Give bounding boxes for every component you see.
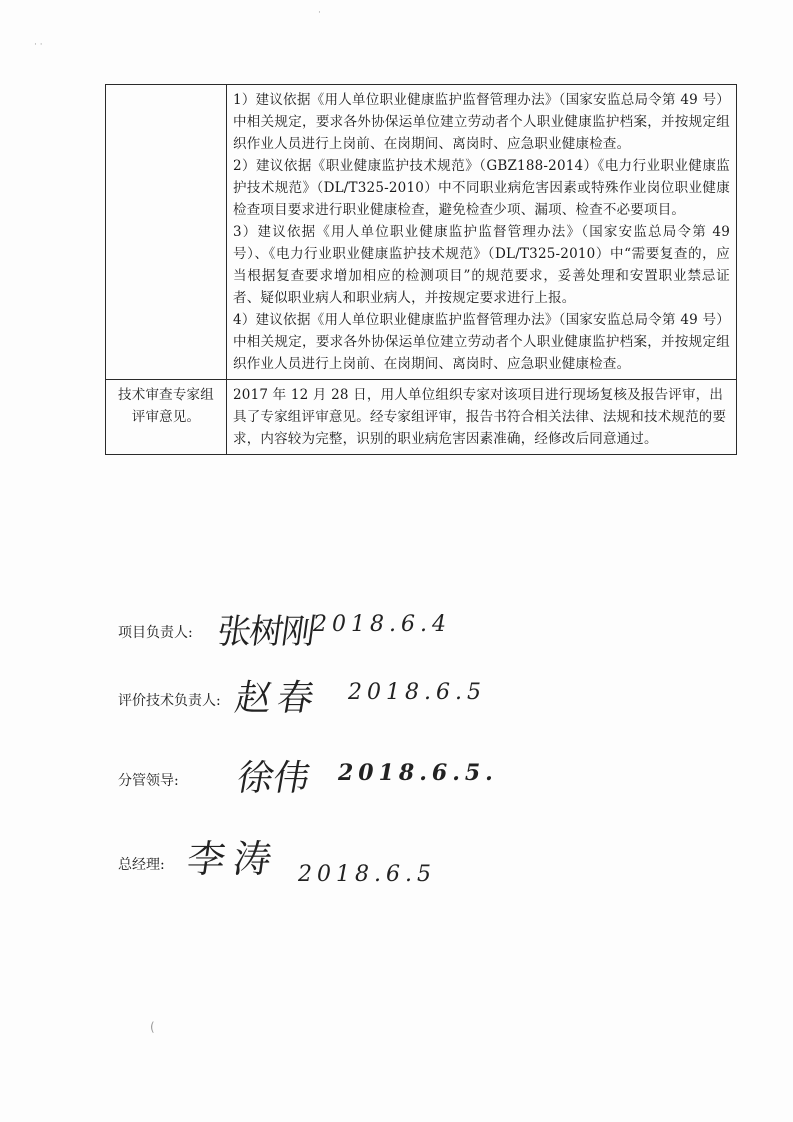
scan-speck: · bbox=[318, 8, 321, 18]
recommendation-item: 1）建议依据《用人单位职业健康监护监督管理办法》（国家安监总局令第 49 号）中相关规定，要求各外协保运单位建立劳动者个人职业健康监护档案，并按规定组织作业人员进行上岗前、在岗期间、离岗时、应急职业健康检查。 bbox=[233, 92, 730, 152]
signature-date: 2018.6.4 bbox=[313, 612, 451, 637]
expert-review-row bbox=[106, 380, 737, 455]
signature-date: 2018.6.5. bbox=[338, 760, 498, 786]
handwritten-signature: 李涛 bbox=[184, 837, 283, 881]
signature-row-project-lead bbox=[118, 600, 718, 660]
signature-label: 分管领导: bbox=[118, 773, 179, 789]
recommendations-row bbox=[106, 85, 737, 380]
expert-review-opinion: 2017 年 12 月 28 日，用人单位组织专家对该项目进行现场复核及报告评审，出具了专家组评审意见。经专家组评审，报告书符合相关法律、法规和技术规范的要求，内容较为完整，识别的职业病危害因素准确，经修改后同意通过。 bbox=[227, 380, 737, 455]
signature-label: 总经理: bbox=[118, 857, 165, 873]
signature-date: 2018.6.5 bbox=[348, 680, 486, 705]
signature-label: 项目负责人: bbox=[118, 625, 193, 641]
handwritten-signature: 赵春 bbox=[231, 678, 324, 719]
scan-speck: ( bbox=[150, 1020, 155, 1034]
handwritten-signature: 张树刚 bbox=[214, 612, 317, 652]
handwritten-signature: 徐伟 bbox=[233, 758, 314, 799]
signature-label: 评价技术负责人: bbox=[118, 693, 221, 709]
recommendations-label-cell bbox=[106, 85, 227, 380]
recommendation-item: 4）建议依据《用人单位职业健康监护监督管理办法》（国家安监总局令第 49 号）中相关规定，要求各外协保运单位建立劳动者个人职业健康监护档案，并按规定组织作业人员进行上岗前、在岗期间、离岗时、应急职业健康检查。 bbox=[233, 312, 730, 372]
recommendation-item: 2）建议依据《职业健康监护技术规范》（GBZ188-2014）《电力行业职业健康监护技术规范》（DL/T325-2010）中不同职业病危害因素或特殊作业岗位职业健康检查项目要求进行职业健康检查，避免检查少项、漏项、检查不必要项目。 bbox=[233, 158, 730, 218]
expert-review-label: 技术审查专家组评审意见。 bbox=[106, 380, 227, 455]
scan-speck: · · bbox=[34, 40, 43, 50]
signature-row-technical-lead bbox=[118, 668, 718, 728]
recommendations-cell bbox=[227, 85, 737, 380]
review-table bbox=[105, 84, 737, 455]
signature-row-supervisor bbox=[118, 748, 718, 808]
recommendation-item: 3）建议依据《用人单位职业健康监护监督管理办法》（国家安监总局令第 49 号）、《电力行业职业健康监护技术规范》（DL/T325-2010）中“需要复查的，应当根据复查要求增加相应的检测项目”的规范要求，妥善处理和安置职业禁忌证者、疑似职业病人和职业病人，并按规定要求进行上报。 bbox=[233, 224, 730, 306]
signature-row-general-manager bbox=[118, 828, 718, 918]
signature-date: 2018.6.5 bbox=[298, 862, 436, 887]
